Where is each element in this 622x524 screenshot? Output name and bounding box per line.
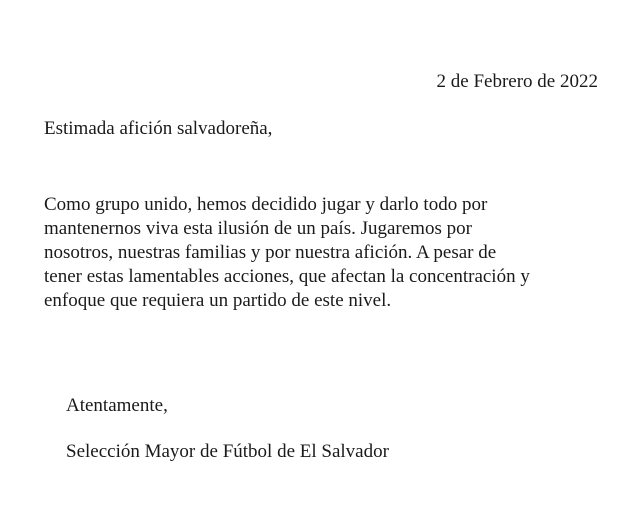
body-line: mantenernos viva esta ilusión de un país. Jugaremos por <box>44 218 472 239</box>
letter-signature: Selección Mayor de Fútbol de El Salvador <box>66 441 389 462</box>
body-line: enfoque que requiera un partido de este nivel. <box>44 290 392 311</box>
letter-salutation: Estimada afición salvadoreña, <box>44 118 273 139</box>
letter-date: 2 de Febrero de 2022 <box>436 71 598 92</box>
letter-closing: Atentamente, <box>66 395 168 416</box>
letter-body <box>44 193 604 313</box>
body-line: tener estas lamentables acciones, que afectan la concentración y <box>44 266 530 287</box>
body-line: Como grupo unido, hemos decidido jugar y darlo todo por <box>44 194 488 215</box>
body-line: nosotros, nuestras familias y por nuestra afición. A pesar de <box>44 242 497 263</box>
